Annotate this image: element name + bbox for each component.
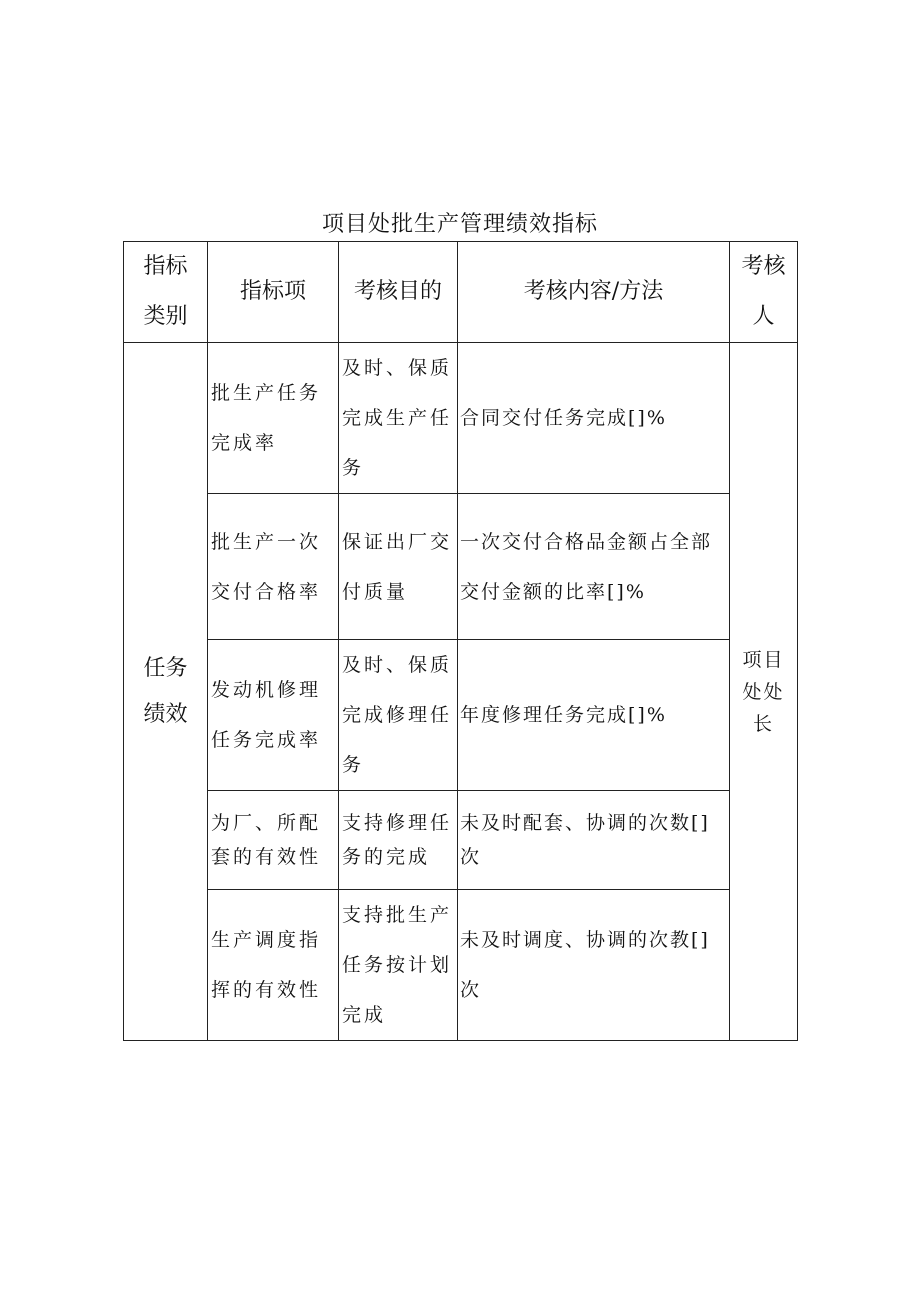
performance-indicator-table — [123, 241, 798, 1041]
table-row — [124, 890, 798, 1041]
assessment-content: 一次交付合格品金额占全部交付金额的比率[]% — [458, 494, 730, 640]
assessment-content: 未及时调度、协调的次教[]次 — [458, 890, 730, 1041]
assessment-content: 未及时配套、协调的次数[]次 — [458, 791, 730, 890]
header-content: 考核内容/方法 — [458, 242, 730, 343]
assessment-content: 年度修理任务完成[]% — [458, 640, 730, 791]
table-row — [124, 791, 798, 890]
header-purpose: 考核目的 — [339, 242, 458, 343]
assessment-purpose: 及时、保质完成修理任务 — [339, 640, 458, 791]
indicator-item: 发动机修理任务完成率 — [208, 640, 339, 791]
indicator-item: 生产调度指挥的有效性 — [208, 890, 339, 1041]
header-item: 指标项 — [208, 242, 339, 343]
assessment-purpose: 保证出厂交付质量 — [339, 494, 458, 640]
assessment-purpose: 及时、保质完成生产任务 — [339, 343, 458, 494]
table-header-row — [124, 242, 798, 343]
table-row — [124, 343, 798, 494]
table-row — [124, 640, 798, 791]
document-title: 项目处批生产管理绩效指标 — [321, 212, 598, 237]
indicator-item: 批生产任务完成率 — [208, 343, 339, 494]
assessment-content: 合同交付任务完成[]% — [458, 343, 730, 494]
header-category: 指标 类别 — [124, 242, 208, 343]
assessment-purpose: 支持修理任务的完成 — [339, 791, 458, 890]
header-reviewer: 考核 人 — [730, 242, 798, 343]
reviewer-cell: 项目 处处 长 — [730, 343, 798, 1041]
indicator-item: 批生产一次交付合格率 — [208, 494, 339, 640]
category-cell: 任务 绩效 — [124, 343, 208, 1041]
table-row — [124, 494, 798, 640]
indicator-item: 为厂、所配套的有效性 — [208, 791, 339, 890]
assessment-purpose: 支持批生产任务按计划完成 — [339, 890, 458, 1041]
